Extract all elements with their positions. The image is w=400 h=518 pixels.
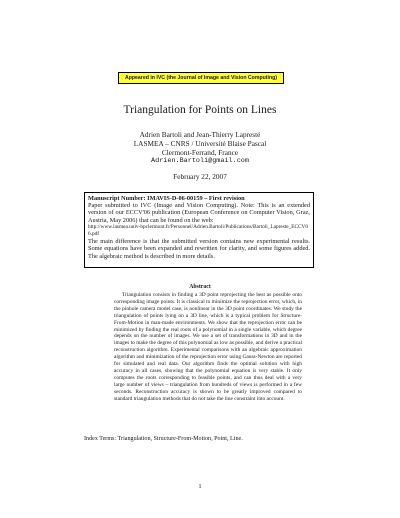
eccv-paper-link[interactable]: http://www.lasmea.univ-bpclermont.fr/Personnel/Adrien.Bartoli/Publications/Bartoli_Lapreste_ECCV06.pdf bbox=[88, 223, 309, 238]
author-email[interactable]: Adrien.Bartoli@gmail.com bbox=[151, 157, 249, 165]
revision-note-box bbox=[84, 192, 314, 268]
submission-note: Paper submitted to IVC (Image and Vision Computing). Note: This is an extended version of our ECCV'06 publication (European Conference on Computer Vision, Graz, Austria, May 2006) that can be found on the web: bbox=[88, 202, 310, 224]
manuscript-number: Manuscript Number: IMAVIS-D-06-00159 – First revision bbox=[88, 195, 245, 202]
abstract-heading: Abstract bbox=[189, 284, 211, 290]
publication-banner: Appeared in IVC (the Journal of Image and Vision Computing) bbox=[118, 72, 284, 84]
abstract-text: Triangulation consists in finding a 3D point reprojecting the best as possible onto corresponding image points. It is classical to minimize the reprojection error, which, in the pinhole camera model case, is nonlinear in the 3D point coordinates. We study the triangulation of points lying on a 3D line, which is a typical problem for Structure-From-Motion in man-made environments. We show that the reprojection error can be minimized by finding the real roots of a polynomial in a single variable, which degree depends on the number of images. We use a set of transformations in 3D and in the images to make the degree of this polynomial as low as possible, and derive a practical reconstruction algorithm. Experimental comparisons with an algebraic approximation algorithm and minimization of the reprojection error using Gauss-Newton are reported for simulated and real data. Our algorithm finds the optimal solution with high accuracy in all cases, showing that the polynomial equation is very stable. It only computes the roots corresponding to feasible points, and can thus deal with a very large number of views – triangulation from hundreds of views is performed in a few seconds. Reconstruction accuracy is shown to be greatly improved compared to standard triangulation methods that do not take the line constraint into account. bbox=[114, 292, 302, 402]
page-number: 1 bbox=[198, 483, 202, 490]
paper-title: Triangulation for Points on Lines bbox=[123, 104, 277, 116]
revision-differences: The main difference is that the submitted version contains new experimental results. Some equations have been expanded and rewritten for clarity, and some figures added. The algebraic method is described in more details. bbox=[88, 238, 310, 260]
authors: Adrien Bartoli and Jean-Thierry Lapresté bbox=[139, 130, 261, 139]
affiliation-city: Clermont-Ferrand, France bbox=[161, 148, 239, 157]
paper-date: February 22, 2007 bbox=[173, 172, 227, 181]
affiliation-lab: LASMEA – CNRS / Université Blaise Pascal bbox=[133, 139, 267, 148]
index-terms: Index Terms: Triangulation, Structure-From-Motion, Point, Line. bbox=[84, 436, 243, 442]
